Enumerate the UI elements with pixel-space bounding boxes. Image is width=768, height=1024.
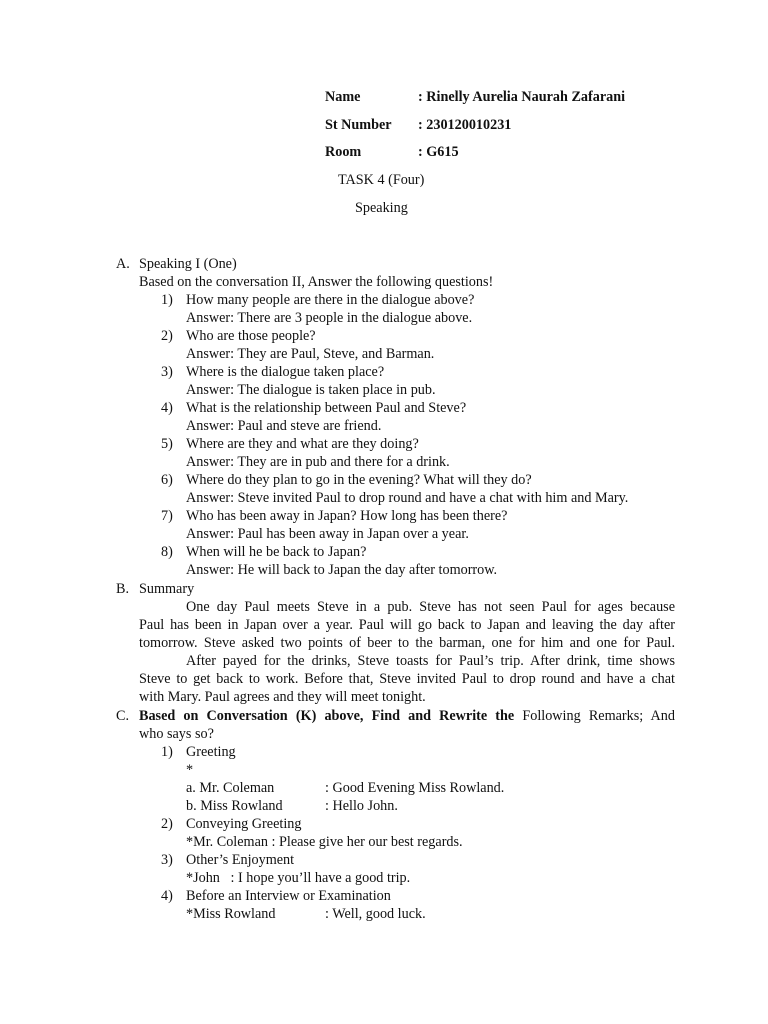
remark-number: 1) [161, 744, 173, 760]
section-b-marker: B. [116, 581, 130, 597]
remark-line: *John : I hope you’ll have a good trip. [186, 870, 411, 886]
summary-line: Paul has been in Japan over a year. Paul will go back to Japan and leaving the day after [139, 617, 675, 633]
st-number-label: St Number [325, 117, 392, 133]
answer-text: Answer: The dialogue is taken place in pub. [186, 382, 436, 398]
summary-line: tomorrow. Steve asked two points of beer to the barman, one for him and one for Paul. [139, 635, 675, 651]
st-number-value: : 230120010231 [418, 117, 512, 133]
remark-text: : Hello John. [325, 798, 398, 814]
section-a-intro: Based on the conversation II, Answer the following questions! [139, 274, 494, 290]
question-number: 5) [161, 436, 173, 452]
summary-line: One day Paul meets Steve in a pub. Steve has not seen Paul for ages because [186, 599, 675, 615]
remark-speaker: b. Miss Rowland [186, 798, 283, 814]
question-number: 2) [161, 328, 173, 344]
question-number: 1) [161, 292, 173, 308]
remark-text: : Well, good luck. [325, 906, 426, 922]
summary-line: Steve to get back to work. Before that, Steve invited Paul to drop round and have a chat [139, 671, 675, 687]
remark-star: * [186, 762, 194, 778]
section-c-title-line2: who says so? [139, 726, 214, 742]
name-label: Name [325, 89, 361, 105]
subtitle: Speaking [355, 200, 408, 216]
section-c-title-bold: Based on Conversation (K) above, Find and Rewrite the [139, 708, 515, 724]
remark-number: 3) [161, 852, 173, 868]
question-text: When will he be back to Japan? [186, 544, 367, 560]
remark-speaker: a. Mr. Coleman [186, 780, 275, 796]
question-text: How many people are there in the dialogue above? [186, 292, 475, 308]
remark-speaker: *Miss Rowland [186, 906, 276, 922]
answer-text: Answer: He will back to Japan the day after tomorrow. [186, 562, 498, 578]
answer-text: Answer: Paul has been away in Japan over a year. [186, 526, 469, 542]
answer-text: Answer: They are Paul, Steve, and Barman. [186, 346, 435, 362]
summary-line: with Mary. Paul agrees and they will meet tonight. [139, 689, 426, 705]
section-c-marker: C. [116, 708, 130, 724]
question-text: Who are those people? [186, 328, 316, 344]
remark-title: Conveying Greeting [186, 816, 302, 832]
section-c-title [139, 707, 675, 725]
question-text: Where is the dialogue taken place? [186, 364, 385, 380]
room-value: : G615 [418, 144, 459, 160]
section-b-title: Summary [139, 581, 195, 597]
question-text: What is the relationship between Paul and Steve? [186, 400, 467, 416]
section-a-title: Speaking I (One) [139, 256, 237, 272]
question-number: 8) [161, 544, 173, 560]
remark-line: *Mr. Coleman : Please give her our best regards. [186, 834, 463, 850]
question-text: Where are they and what are they doing? [186, 436, 419, 452]
remark-title: Before an Interview or Examination [186, 888, 391, 904]
question-text: Who has been away in Japan? How long has been there? [186, 508, 508, 524]
answer-text: Answer: There are 3 people in the dialogue above. [186, 310, 473, 326]
remark-title: Greeting [186, 744, 236, 760]
answer-text: Answer: Steve invited Paul to drop round and have a chat with him and Mary. [186, 490, 629, 506]
remark-number: 4) [161, 888, 173, 904]
remark-text: : Good Evening Miss Rowland. [325, 780, 505, 796]
question-number: 7) [161, 508, 173, 524]
answer-text: Answer: They are in pub and there for a drink. [186, 454, 450, 470]
room-label: Room [325, 144, 362, 160]
answer-text: Answer: Paul and steve are friend. [186, 418, 382, 434]
section-a-marker: A. [116, 256, 130, 272]
question-text: Where do they plan to go in the evening? What will they do? [186, 472, 532, 488]
question-number: 4) [161, 400, 173, 416]
task-title: TASK 4 (Four) [338, 172, 425, 188]
question-number: 6) [161, 472, 173, 488]
remark-title: Other’s Enjoyment [186, 852, 295, 868]
remark-number: 2) [161, 816, 173, 832]
section-c-title-rest: Following Remarks; And [514, 708, 675, 724]
summary-line: After payed for the drinks, Steve toasts for Paul’s trip. After drink, time shows [186, 653, 675, 669]
question-number: 3) [161, 364, 173, 380]
name-value: : Rinelly Aurelia Naurah Zafarani [418, 89, 626, 105]
